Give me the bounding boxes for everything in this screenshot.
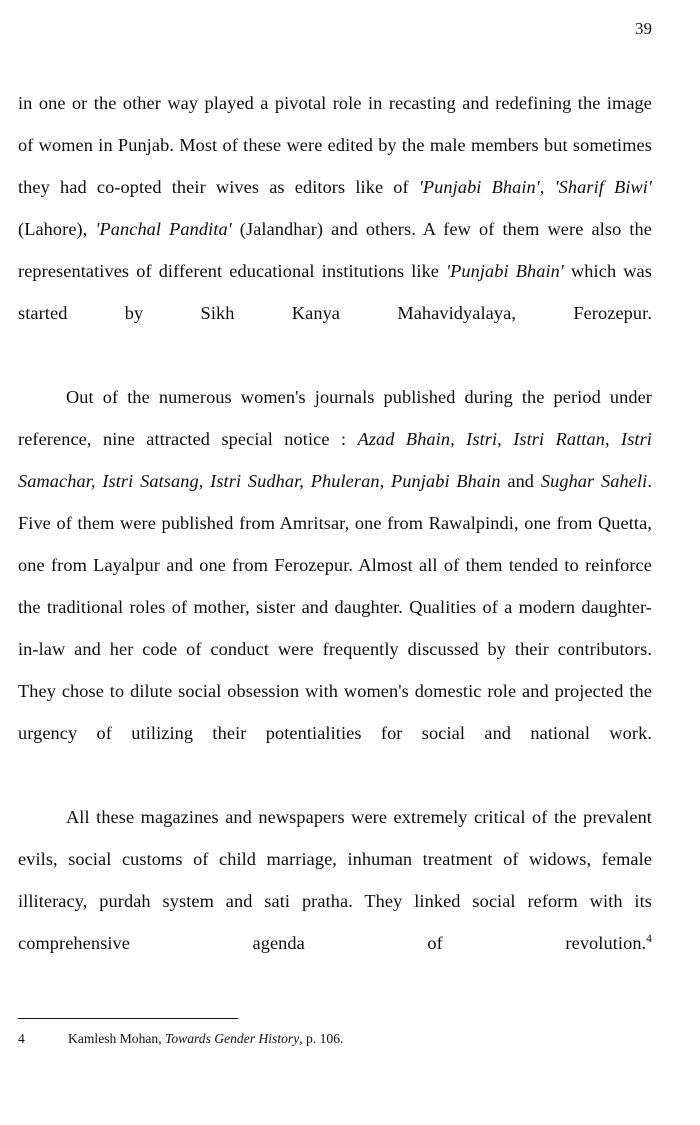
text-run: (Jalandhar) and others. A few of them were also the representatives of different educational institutions like	[18, 219, 652, 281]
text-run: Kamlesh Mohan,	[68, 1031, 166, 1046]
paragraph-critical	[18, 796, 652, 1006]
text-run: . Five of them were published from Amritsar, one from Rawalpindi, one from Quetta, one from Layalpur and one from Ferozepur. Almost all of them tended to reinforce the traditional roles of mother, sister and daughter. Qualities of a modern daughter-in-law and her code of conduct were frequently discussed by their contributors. They chose to dilute social obsession with women's domestic role and projected the urgency of utilizing their potentialities for social and national work.	[18, 471, 653, 743]
italic-run: 'Panchal Pandita'	[95, 219, 232, 239]
italic-run: 'Punjabi Bhain'	[446, 261, 564, 281]
footnote-marker: 4	[646, 932, 652, 945]
text-run: in one or the other way played a pivotal role in recasting and redefining the image of women in Punjab. Most of these were edited by the male members but sometimes they had co-opted their wives as editors like of	[18, 93, 652, 197]
text-run: and	[500, 471, 541, 491]
text-run: All these magazines and newspapers were extremely critical of the prevalent evils, social customs of child marriage, inhuman treatment of widows, female illiteracy, purdah system and sati pratha. They linked social reform with its comprehensive agenda of revolution.	[18, 807, 652, 953]
footnote-area	[18, 1018, 652, 1049]
italic-run: 'Punjabi Bhain', 'Sharif Biwi'	[418, 177, 652, 197]
footnote-separator-rule	[18, 1018, 238, 1019]
paragraph-continued	[18, 82, 652, 376]
page-number: 39	[635, 19, 652, 38]
footnote-text	[68, 1029, 652, 1049]
italic-run: Towards Gender History	[165, 1031, 300, 1046]
text-run: which was started by Sikh Kanya Mahavidyalaya, Ferozepur.	[18, 261, 652, 323]
italic-run: Sughar Saheli	[540, 471, 648, 491]
italic-run: Azad Bhain, Istri, Istri Rattan, Istri Samachar, Istri Satsang, Istri Sudhar, Phuleran, Punjabi Bhain	[18, 429, 652, 491]
page-body-text	[18, 82, 652, 1006]
text-run: Out of the numerous women's journals published during the period under reference, nine attracted special notice :	[18, 387, 652, 449]
paragraph-journals	[18, 376, 652, 796]
footnote-number: 4	[18, 1031, 25, 1046]
footnote-entry	[18, 1029, 652, 1049]
text-run: , p. 106.	[299, 1031, 344, 1046]
text-run: (Lahore),	[18, 219, 96, 239]
